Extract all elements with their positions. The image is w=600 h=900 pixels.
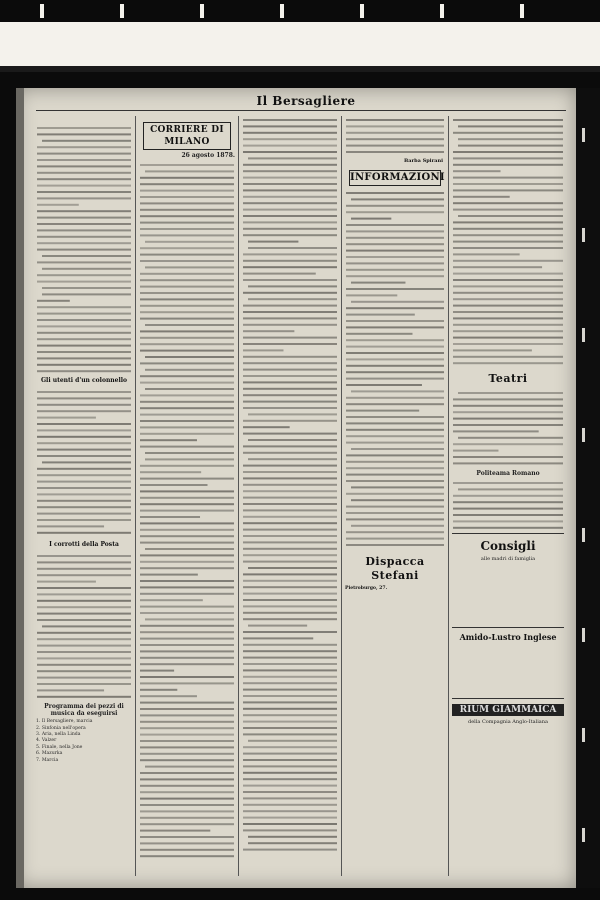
text-block	[452, 116, 564, 366]
masthead: Il Bersagliere	[256, 94, 356, 108]
column-2	[139, 116, 235, 876]
column-5	[452, 116, 564, 876]
ad-title: Consigli	[480, 539, 536, 554]
dateline: Pietroburgo, 27.	[345, 586, 388, 592]
masthead-rule	[36, 110, 566, 111]
advertisement	[452, 533, 564, 623]
text-block	[452, 389, 564, 469]
section-heading: Teatri	[488, 372, 528, 385]
program-item: 1. Il Bersagliere, marcia	[36, 719, 93, 725]
ad-subtitle: della Compagnia Anglo-Italiana	[468, 719, 548, 726]
text-block	[452, 479, 564, 529]
film-strip-right	[576, 88, 600, 900]
section-box-title: INFORMAZIONI	[349, 170, 441, 186]
column-rule	[238, 116, 239, 876]
section-heading: I corrotti della Posta	[49, 541, 119, 549]
ad-title: Amido-Lustro Inglese	[459, 632, 557, 643]
text-block	[36, 124, 132, 374]
theatre-title: Politeama Romano	[476, 470, 540, 477]
program-item: 4. Valzer	[36, 738, 57, 744]
dateline: 26 agosto 1878.	[181, 152, 235, 159]
body-paragraph	[36, 116, 132, 122]
signature: Barba Spirani	[404, 158, 443, 164]
column-rule	[448, 116, 449, 876]
film-strip-bottom	[0, 888, 600, 900]
text-block	[242, 116, 338, 856]
text-block	[345, 189, 445, 549]
film-strip-top	[0, 0, 600, 72]
newspaper-page	[16, 88, 576, 888]
advertisement	[452, 627, 564, 694]
section-heading: Dispacca Stefani	[365, 555, 425, 583]
program-title: Programma dei pezzi di musica da eseguirsi	[44, 703, 124, 717]
program-item: 5. Finale, nella Jone	[36, 744, 83, 750]
ad-subtitle: alle madri di famiglia	[480, 556, 536, 563]
film-perforations	[0, 0, 600, 22]
column-1	[36, 116, 132, 876]
program-item: 3. Aria, nella Linda	[36, 732, 81, 738]
program-item: 2. Sinfonia nell'opera	[36, 725, 86, 731]
text-block	[345, 116, 445, 156]
text-block	[139, 161, 235, 861]
text-block	[36, 388, 132, 538]
text-block	[36, 552, 132, 702]
column-3	[242, 116, 338, 876]
column-rule	[135, 116, 136, 876]
column-4	[345, 116, 445, 876]
page-binding-shadow	[16, 88, 24, 888]
section-heading: Gli utenti d'un colonnello	[40, 377, 128, 385]
column-rule	[341, 116, 342, 876]
section-box-title: CORRIERE DI MILANO	[143, 122, 231, 150]
advertisement	[452, 698, 564, 726]
ad-title: RIUM GIAMMAICA	[452, 704, 564, 716]
program-item: 6. Mazurka	[36, 751, 63, 757]
program-item: 7. Marcia	[36, 757, 59, 763]
